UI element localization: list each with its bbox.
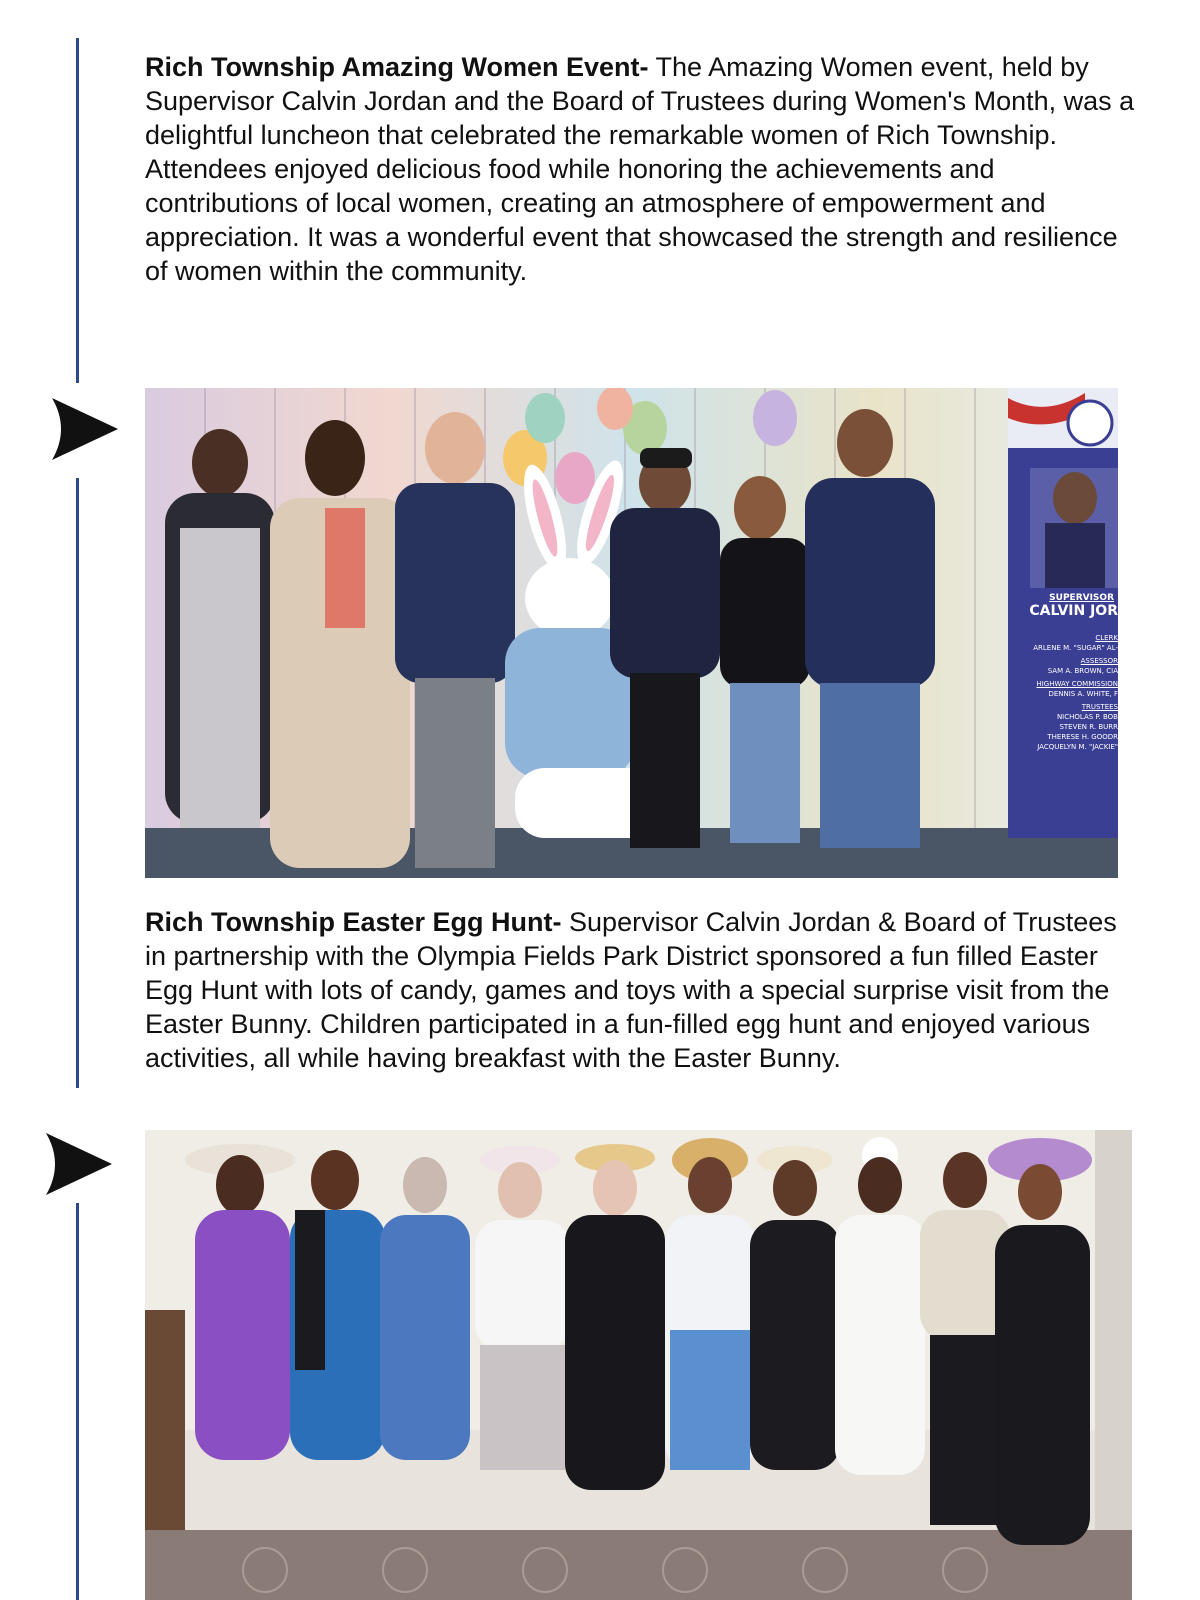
amazing-women-paragraph xyxy=(145,50,1135,288)
banner-role: SUPERVISOR xyxy=(1049,593,1114,603)
easter-group-photo xyxy=(145,388,1118,878)
banner-trustee: STEVEN R. BURR xyxy=(1059,723,1118,731)
timeline-line xyxy=(76,478,79,1088)
banner-assessor-label: ASSESSOR xyxy=(1080,657,1118,665)
banner-name: CALVIN JOR xyxy=(1029,603,1118,619)
easter-egg-hunt-title: Rich Township Easter Egg Hunt- xyxy=(145,907,562,937)
supervisor-banner xyxy=(1008,593,1118,752)
timeline-line xyxy=(76,38,79,383)
amazing-women-body: The Amazing Women event, held by Supervisor Calvin Jordan and the Board of Trustees during Women's Month, was a delightful luncheon that celebrated the remarkable women of Rich Township. Attendees enjoyed delicious food while honoring the achievements and contributions of local women, creating an atmosphere of empowerment and appreciation. It was a wonderful event that showcased the strength and resilience of women within the community. xyxy=(145,52,1135,286)
banner-highway-label: HIGHWAY COMMISSION xyxy=(1036,680,1118,688)
banner-clerk-label: CLERK xyxy=(1095,634,1118,642)
arrow-pointer-icon xyxy=(46,1133,112,1195)
easter-egg-hunt-paragraph xyxy=(145,905,1135,1075)
banner-trustees-label: TRUSTEES xyxy=(1081,703,1118,711)
banner-clerk: ARLENE M. "SUGAR" AL- xyxy=(1033,644,1118,652)
banner-highway: DENNIS A. WHITE, F xyxy=(1048,690,1118,698)
banner-trustee: JACQUELYN M. "JACKIE" xyxy=(1037,743,1118,751)
arrow-pointer-icon xyxy=(52,398,118,460)
women-hats-group-photo xyxy=(145,1130,1132,1600)
timeline-line xyxy=(76,1203,79,1600)
banner-trustee: THERESE H. GOODR xyxy=(1047,733,1118,741)
banner-assessor: SAM A. BROWN, CIA xyxy=(1047,667,1118,675)
banner-trustee: NICHOLAS P. BOB xyxy=(1056,713,1118,721)
easter-egg-hunt-body: Supervisor Calvin Jordan & Board of Trustees in partnership with the Olympia Fields Park District sponsored a fun filled Easter Egg Hunt with lots of candy, games and toys with a special surprise visit from the Easter Bunny. Children participated in a fun-filled egg hunt and enjoyed various activities, all while having breakfast with the Easter Bunny. xyxy=(145,907,1117,1073)
amazing-women-title: Rich Township Amazing Women Event- xyxy=(145,52,649,82)
